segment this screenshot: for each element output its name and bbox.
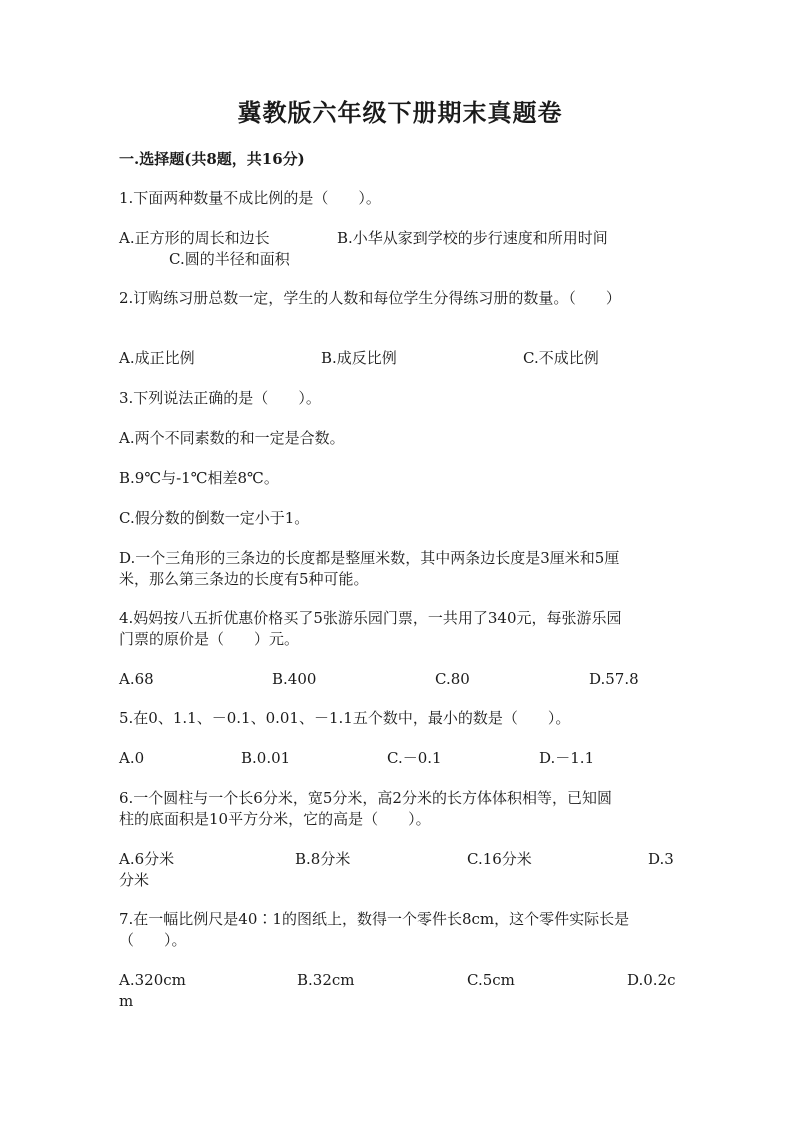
question-6-stem-cont: 柱的底面积是10平方分米，它的高是（ ）。 (119, 810, 431, 828)
page-title: 冀教版六年级下册期末真题卷 (237, 98, 563, 127)
question-3-option-d: D.一个三角形的三条边的长度都是整厘米数，其中两条边长度是3厘米和5厘 (119, 549, 620, 567)
question-5-option-c: C.－0.1 (387, 749, 442, 767)
question-4-option-d: D.57.8 (589, 670, 639, 688)
question-3-stem: 3.下列说法正确的是（ ）。 (119, 389, 321, 407)
question-3-option-c: C.假分数的倒数一定小于1。 (119, 509, 310, 527)
question-2-stem: 2.订购练习册总数一定，学生的人数和每位学生分得练习册的数量。（ ） (119, 289, 621, 307)
question-5-option-d: D.－1.1 (539, 749, 595, 767)
question-5-stem: 5.在0、1.1、－0.1、0.01、－1.1五个数中，最小的数是（ ）。 (119, 709, 571, 727)
question-6-option-c: C.16分米 (467, 850, 532, 868)
question-1-option-a: A.正方形的周长和边长 (119, 229, 270, 247)
question-4-stem: 4.妈妈按八五折优惠价格买了5张游乐园门票，一共用了340元，每张游乐园 (119, 609, 622, 627)
question-1-stem: 1.下面两种数量不成比例的是（ ）。 (119, 189, 381, 207)
question-7-option-d: D.0.2c (627, 971, 676, 989)
question-2-option-a: A.成正比例 (119, 349, 195, 367)
question-7-option-a: A.320cm (119, 971, 186, 989)
question-3-option-a: A.两个不同素数的和一定是合数。 (119, 429, 345, 447)
question-6-option-b: B.8分米 (295, 850, 351, 868)
question-3-option-b: B.9℃与-1℃相差8℃。 (119, 469, 279, 487)
question-4-option-b: B.400 (272, 670, 317, 688)
question-4-option-c: C.80 (435, 670, 470, 688)
question-4-option-a: A.68 (119, 670, 154, 688)
question-6-option-d-cont: 分米 (119, 871, 150, 889)
section-heading: 一.选择题(共8题，共16分) (119, 150, 305, 168)
question-7-stem-cont: （ ）。 (119, 931, 187, 949)
question-2-option-c: C.不成比例 (523, 349, 599, 367)
question-5-option-a: A.0 (119, 749, 145, 767)
question-6-option-a: A.6分米 (119, 850, 175, 868)
question-4-stem-cont: 门票的原价是（ ）元。 (119, 630, 300, 648)
question-1-option-c: C.圆的半径和面积 (169, 250, 290, 268)
question-5-option-b: B.0.01 (241, 749, 291, 767)
question-3-option-d-cont: 米，那么第三条边的长度有5种可能。 (119, 570, 369, 588)
question-7-option-b: B.32cm (297, 971, 355, 989)
question-7-option-c: C.5cm (467, 971, 515, 989)
question-6-option-d: D.3 (648, 850, 674, 868)
question-7-option-d-cont: m (119, 992, 134, 1010)
question-6-stem: 6.一个圆柱与一个长6分米，宽5分米，高2分米的长方体体积相等，已知圆 (119, 789, 612, 807)
question-1-option-b: B.小华从家到学校的步行速度和所用时间 (337, 229, 608, 247)
question-7-stem: 7.在一幅比例尺是40∶1的图纸上，数得一个零件长8cm，这个零件实际长是 (119, 910, 630, 928)
question-2-option-b: B.成反比例 (321, 349, 397, 367)
